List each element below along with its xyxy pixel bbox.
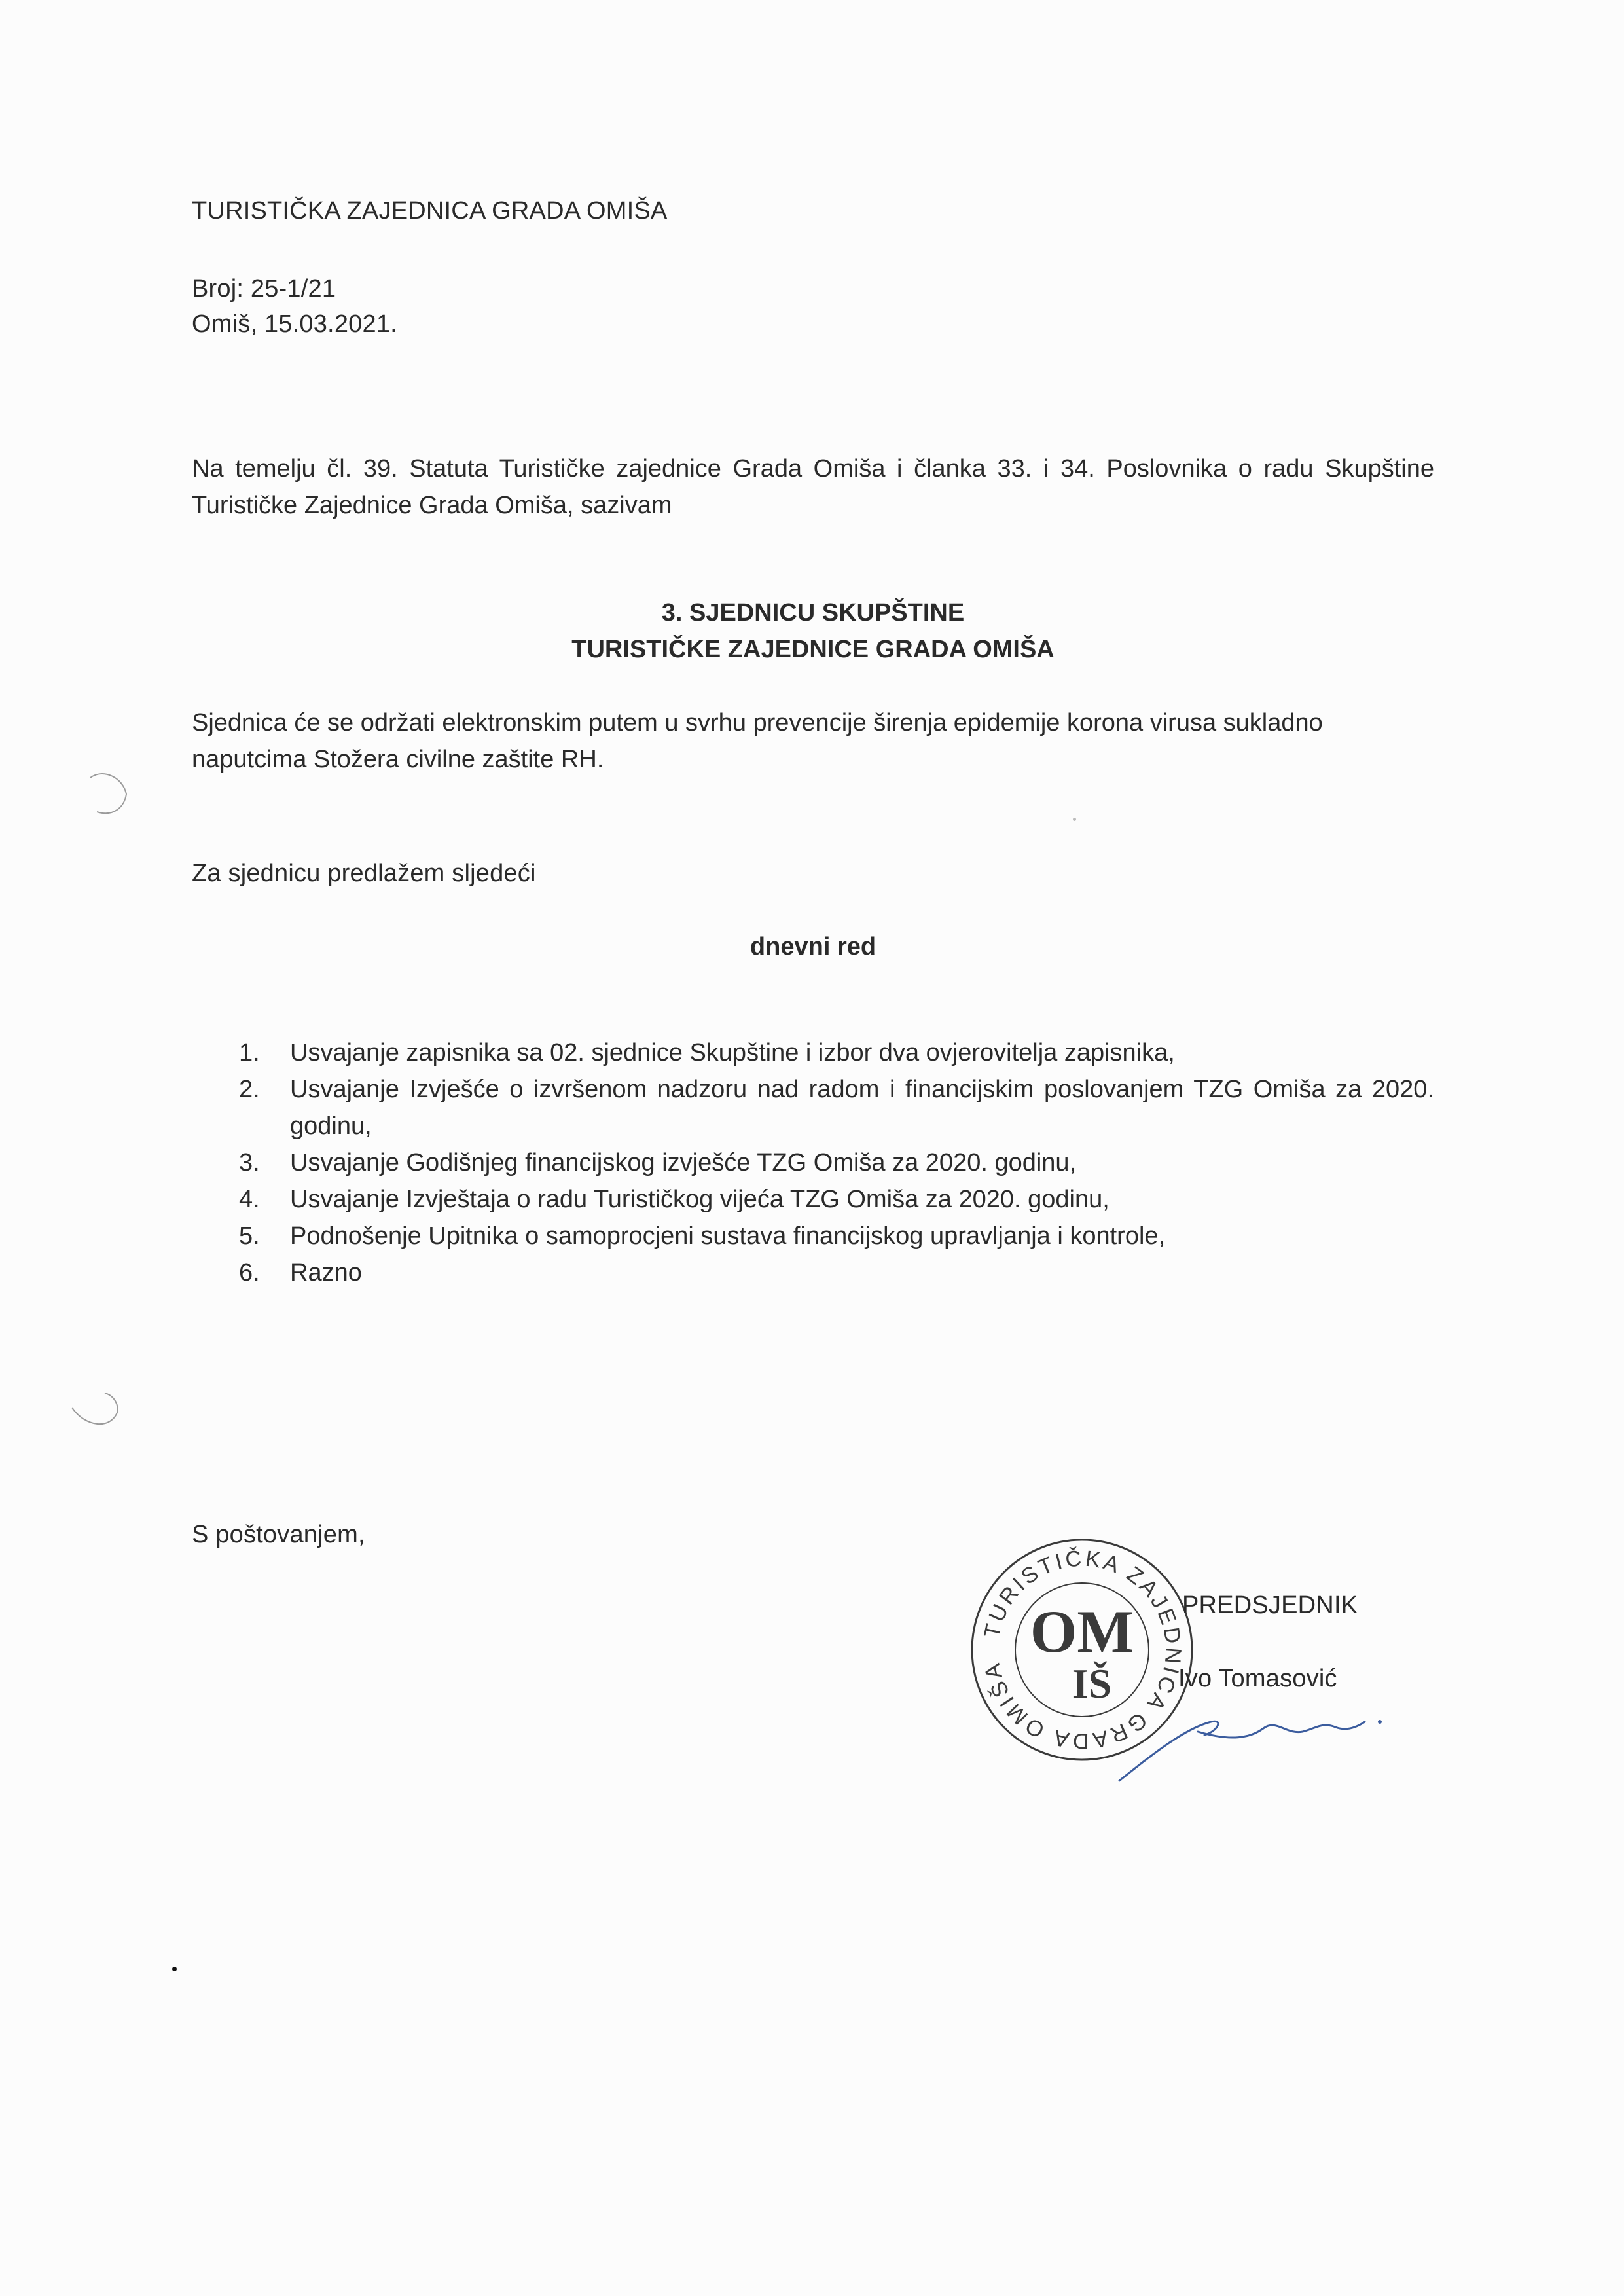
- agenda-item: [192, 1071, 1434, 1144]
- agenda-item: [192, 1034, 1434, 1071]
- reference-number: Broj: 25-1/21: [192, 275, 336, 302]
- title-line-1: 3. SJEDNICU SKUPŠTINE: [661, 599, 965, 627]
- place-and-date: Omiš, 15.03.2021.: [192, 310, 397, 338]
- organization-header: TURISTIČKA ZAJEDNICA GRADA OMIŠA: [192, 197, 668, 225]
- agenda-item-text: Usvajanje Izvješće o izvršenom nadzoru nad radom i financijskim poslovanjem TZG Omiša za 2020. godinu,: [290, 1076, 1434, 1140]
- agenda-item-number: 4.: [239, 1186, 260, 1213]
- punch-hole-mark: [65, 1381, 124, 1440]
- agenda-item-number: 3.: [239, 1149, 260, 1176]
- svg-text:TURISTIČKA ZAJEDNICA GRADA OMI: TURISTIČKA ZAJEDNICA GRADA OMIŠA: [979, 1546, 1186, 1754]
- title-line-2: TURISTIČKE ZAJEDNICE GRADA OMIŠA: [571, 636, 1055, 663]
- agenda-item: [192, 1218, 1434, 1254]
- scan-speck: [172, 1967, 177, 1971]
- closing-salutation: S poštovanjem,: [192, 1521, 365, 1548]
- session-note: Sjednica će se održati elektronskim putem u svrhu prevencije širenja epidemije korona virusa sukladno naputcima Stožera civilne zaštite RH.: [192, 709, 1323, 773]
- agenda-list: [192, 1034, 1434, 1291]
- intro-paragraph: Na temelju čl. 39. Statuta Turističke zajednice Grada Omiša i članka 33. i 34. Poslovnika o radu Skupštine Turističke Zajednice Grada Omiša, sazivam: [192, 455, 1434, 519]
- handwritten-signature: [1113, 1702, 1388, 1794]
- agenda-item-text: Usvajanje Godišnjeg financijskog izvješće TZG Omiša za 2020. godinu,: [290, 1149, 1077, 1176]
- svg-text:IŠ: IŠ: [1072, 1660, 1112, 1707]
- agenda-item-number: 6.: [239, 1259, 260, 1286]
- agenda-item-text: Podnošenje Upitnika o samoprocjeni sustava financijskog upravljanja i kontrole,: [290, 1222, 1166, 1250]
- agenda-item-number: 2.: [239, 1076, 260, 1103]
- agenda-item: [192, 1254, 1434, 1291]
- agenda-item-number: 1.: [239, 1039, 260, 1066]
- scan-speck: [1073, 818, 1076, 821]
- agenda-item: [192, 1181, 1434, 1218]
- agenda-heading: dnevni red: [749, 933, 876, 960]
- agenda-item-text: Usvajanje Izvještaja o radu Turističkog vijeća TZG Omiša za 2020. godinu,: [290, 1186, 1110, 1213]
- agenda-item-text: Usvajanje zapisnika sa 02. sjednice Skupštine i izbor dva ovjerovitelja zapisnika,: [290, 1039, 1175, 1066]
- signatory-title: PREDSJEDNIK: [1182, 1592, 1358, 1619]
- signatory-name: Ivo Tomasović: [1178, 1665, 1337, 1692]
- agenda-item-number: 5.: [239, 1222, 260, 1250]
- punch-hole-mark: [77, 765, 136, 824]
- proposal-line: Za sjednicu predlažem sljedeći: [192, 860, 536, 887]
- agenda-item-text: Razno: [290, 1259, 362, 1286]
- agenda-item: [192, 1144, 1434, 1181]
- stamp-logo: OM: [1030, 1598, 1134, 1665]
